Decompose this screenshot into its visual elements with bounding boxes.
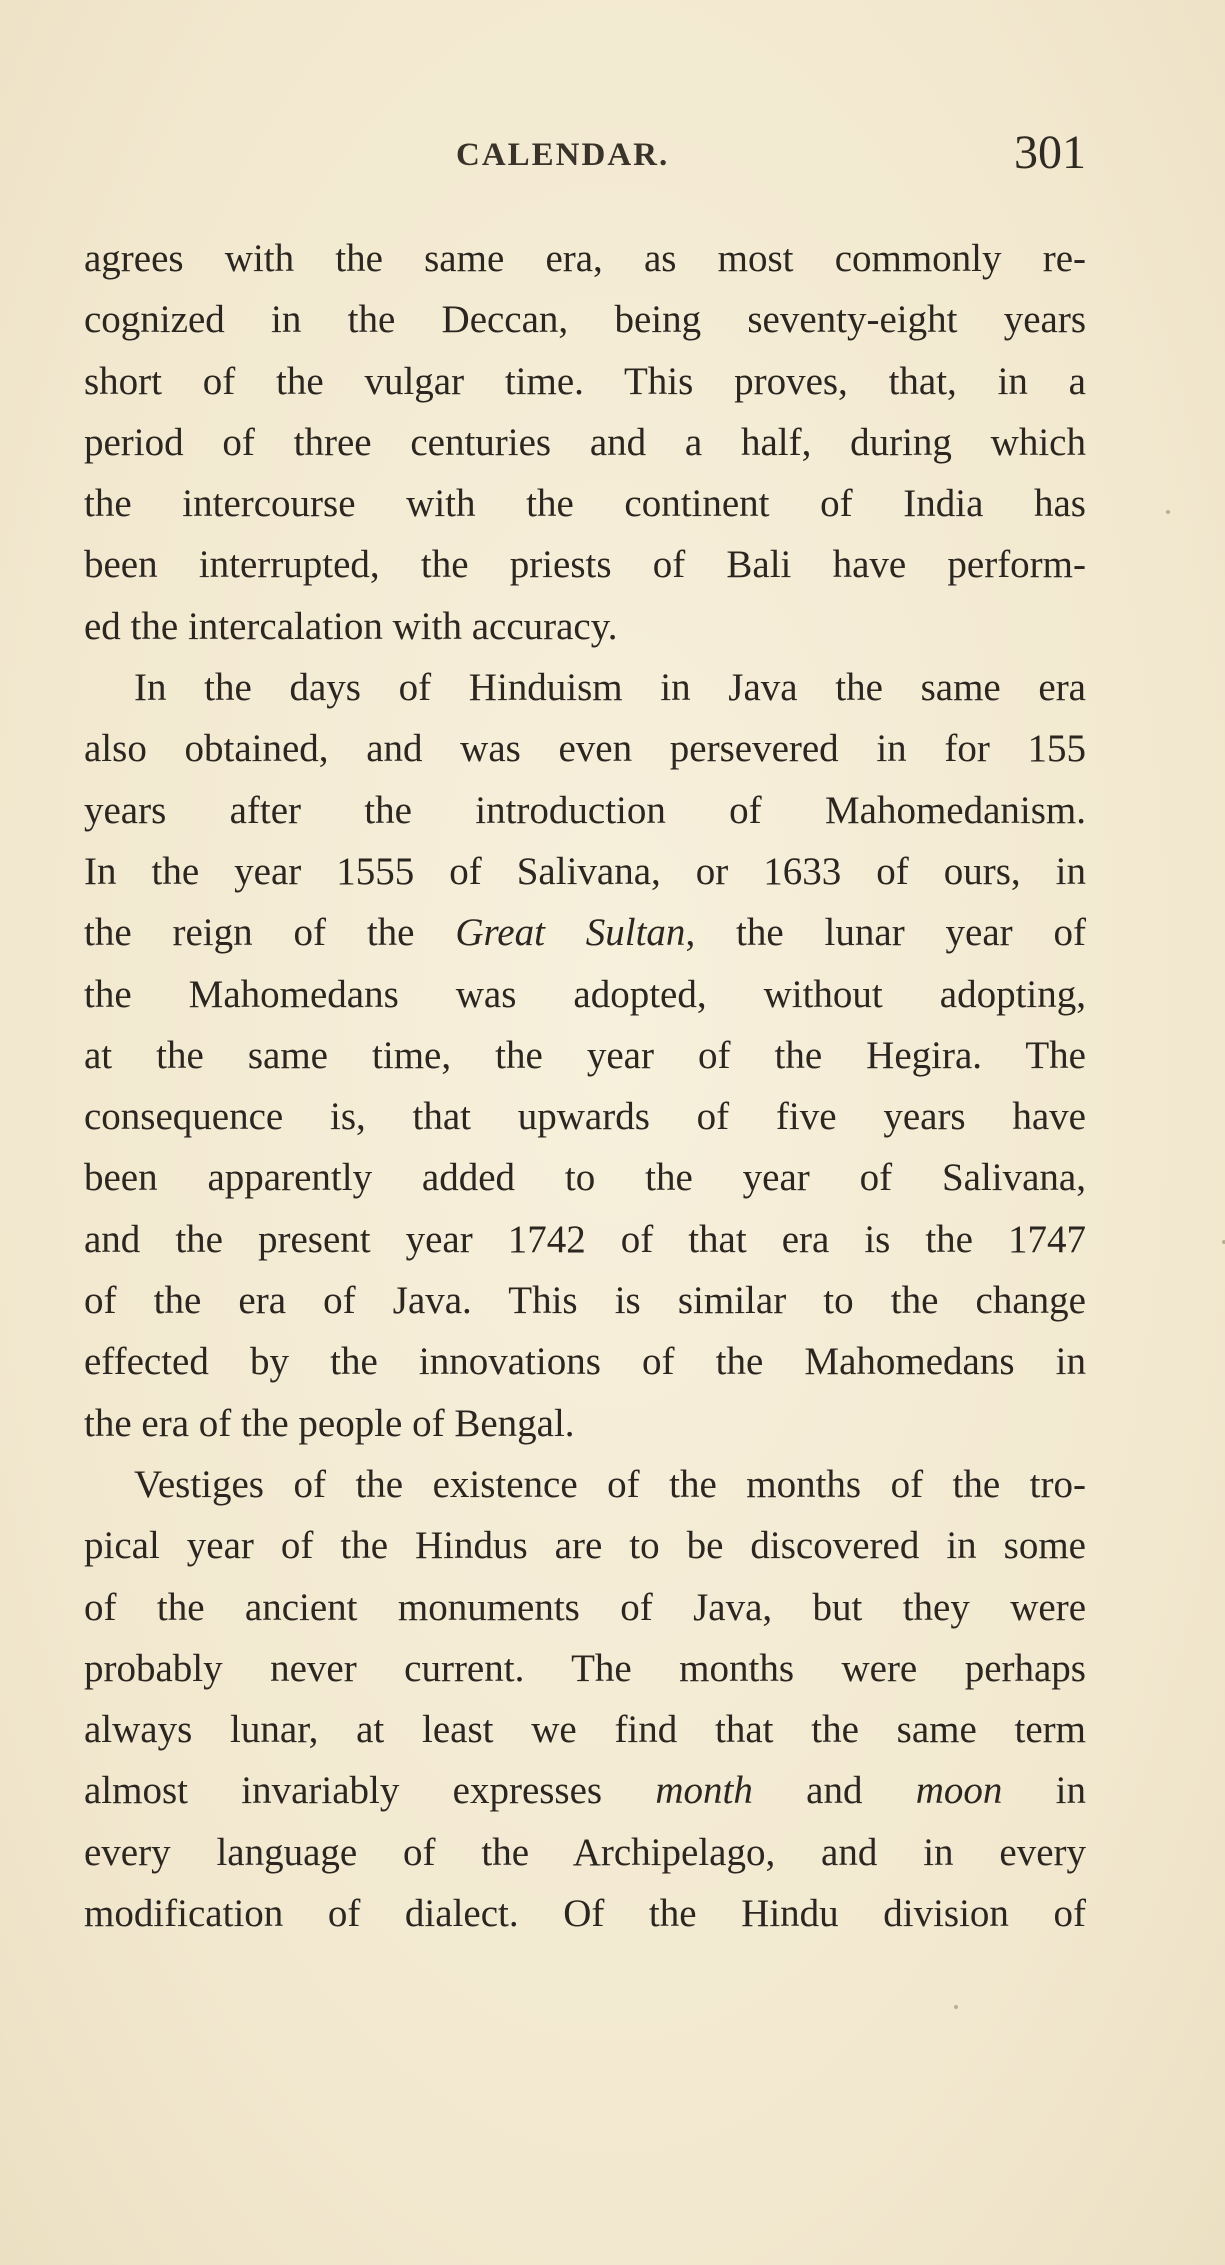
paper-speck — [1166, 510, 1170, 514]
text-line — [84, 780, 1086, 841]
text-run: In the days of Hinduism in Java the same era — [134, 666, 1086, 710]
text-line — [84, 1270, 1086, 1331]
text-run: effected by the innovations of the Mahomedans in — [84, 1340, 1086, 1384]
text-run: of the ancient monuments of Java, but they were — [84, 1585, 1086, 1629]
text-run: been apparently added to the year of Salivana, — [84, 1156, 1086, 1200]
body-text — [84, 228, 1086, 1944]
text-run: the intercourse with the continent of India has — [84, 482, 1086, 526]
running-head: CALENDAR. — [456, 137, 670, 173]
text-line — [84, 412, 1086, 473]
text-line — [84, 1883, 1086, 1944]
text-line — [84, 228, 1086, 289]
italic-run: Great Sultan — [455, 911, 686, 955]
text-line — [84, 1209, 1086, 1270]
text-run: short of the vulgar time. This proves, that, in a — [84, 359, 1086, 403]
text-run: cognized in the Deccan, being seventy-eight years — [84, 298, 1086, 342]
text-line — [84, 1760, 1086, 1821]
text-line — [84, 1577, 1086, 1638]
text-run: also obtained, and was even persevered in for 155 — [84, 727, 1086, 771]
text-line — [84, 1515, 1086, 1576]
text-run: , the lunar year of — [685, 911, 1086, 955]
text-line — [84, 964, 1086, 1025]
text-run: always lunar, at least we find that the same term — [84, 1708, 1086, 1752]
text-line — [84, 718, 1086, 779]
text-line — [84, 596, 1086, 657]
italic-run: month — [655, 1769, 753, 1813]
text-line — [84, 657, 1086, 718]
text-run: probably never current. The months were perhaps — [84, 1646, 1086, 1690]
text-line — [84, 841, 1086, 902]
text-line — [84, 1086, 1086, 1147]
text-run: at the same time, the year of the Hegira. The — [84, 1033, 1086, 1077]
text-run: been interrupted, the priests of Bali have perform- — [84, 543, 1086, 587]
text-run: almost invariably expresses — [84, 1769, 656, 1813]
text-run: Vestiges of the existence of the months of the tro- — [134, 1462, 1086, 1506]
text-line — [84, 1393, 1086, 1454]
text-run: of the era of Java. This is similar to the change — [84, 1279, 1086, 1323]
text-run: agrees with the same era, as most commonly re- — [84, 237, 1086, 280]
text-run: the reign of the — [84, 911, 456, 955]
text-line — [84, 1025, 1086, 1086]
text-run: the era of the people of Bengal. — [84, 1401, 575, 1445]
text-line — [84, 351, 1086, 412]
text-run: every language of the Archipelago, and in every — [84, 1830, 1086, 1874]
text-run: and the present year 1742 of that era is the 1747 — [84, 1217, 1086, 1261]
text-run: the Mahomedans was adopted, without adopting, — [84, 972, 1086, 1016]
text-run: pical year of the Hindus are to be discovered in some — [84, 1524, 1086, 1568]
text-run: In the year 1555 of Salivana, or 1633 of ours, in — [84, 849, 1086, 893]
text-line — [84, 1638, 1086, 1699]
text-line — [84, 473, 1086, 534]
text-run: modification of dialect. Of the Hindu division of — [84, 1892, 1086, 1936]
text-line — [84, 1822, 1086, 1883]
text-line — [84, 1331, 1086, 1392]
text-run: ed the intercalation with accuracy. — [84, 604, 618, 648]
text-line — [84, 1699, 1086, 1760]
text-line — [84, 534, 1086, 595]
italic-run: moon — [915, 1769, 1003, 1813]
text-run: years after the introduction of Mahomedanism. — [84, 788, 1086, 832]
page-header — [84, 125, 1086, 185]
text-run: in — [1002, 1769, 1086, 1813]
paper-speck — [954, 2005, 958, 2009]
text-run: and — [752, 1769, 916, 1813]
text-line — [84, 289, 1086, 350]
text-line — [84, 902, 1086, 963]
text-run: consequence is, that upwards of five years have — [84, 1095, 1086, 1139]
page-number: 301 — [1014, 126, 1086, 179]
text-line — [84, 1454, 1086, 1515]
text-run: period of three centuries and a half, during which — [84, 420, 1086, 464]
text-line — [84, 1147, 1086, 1208]
